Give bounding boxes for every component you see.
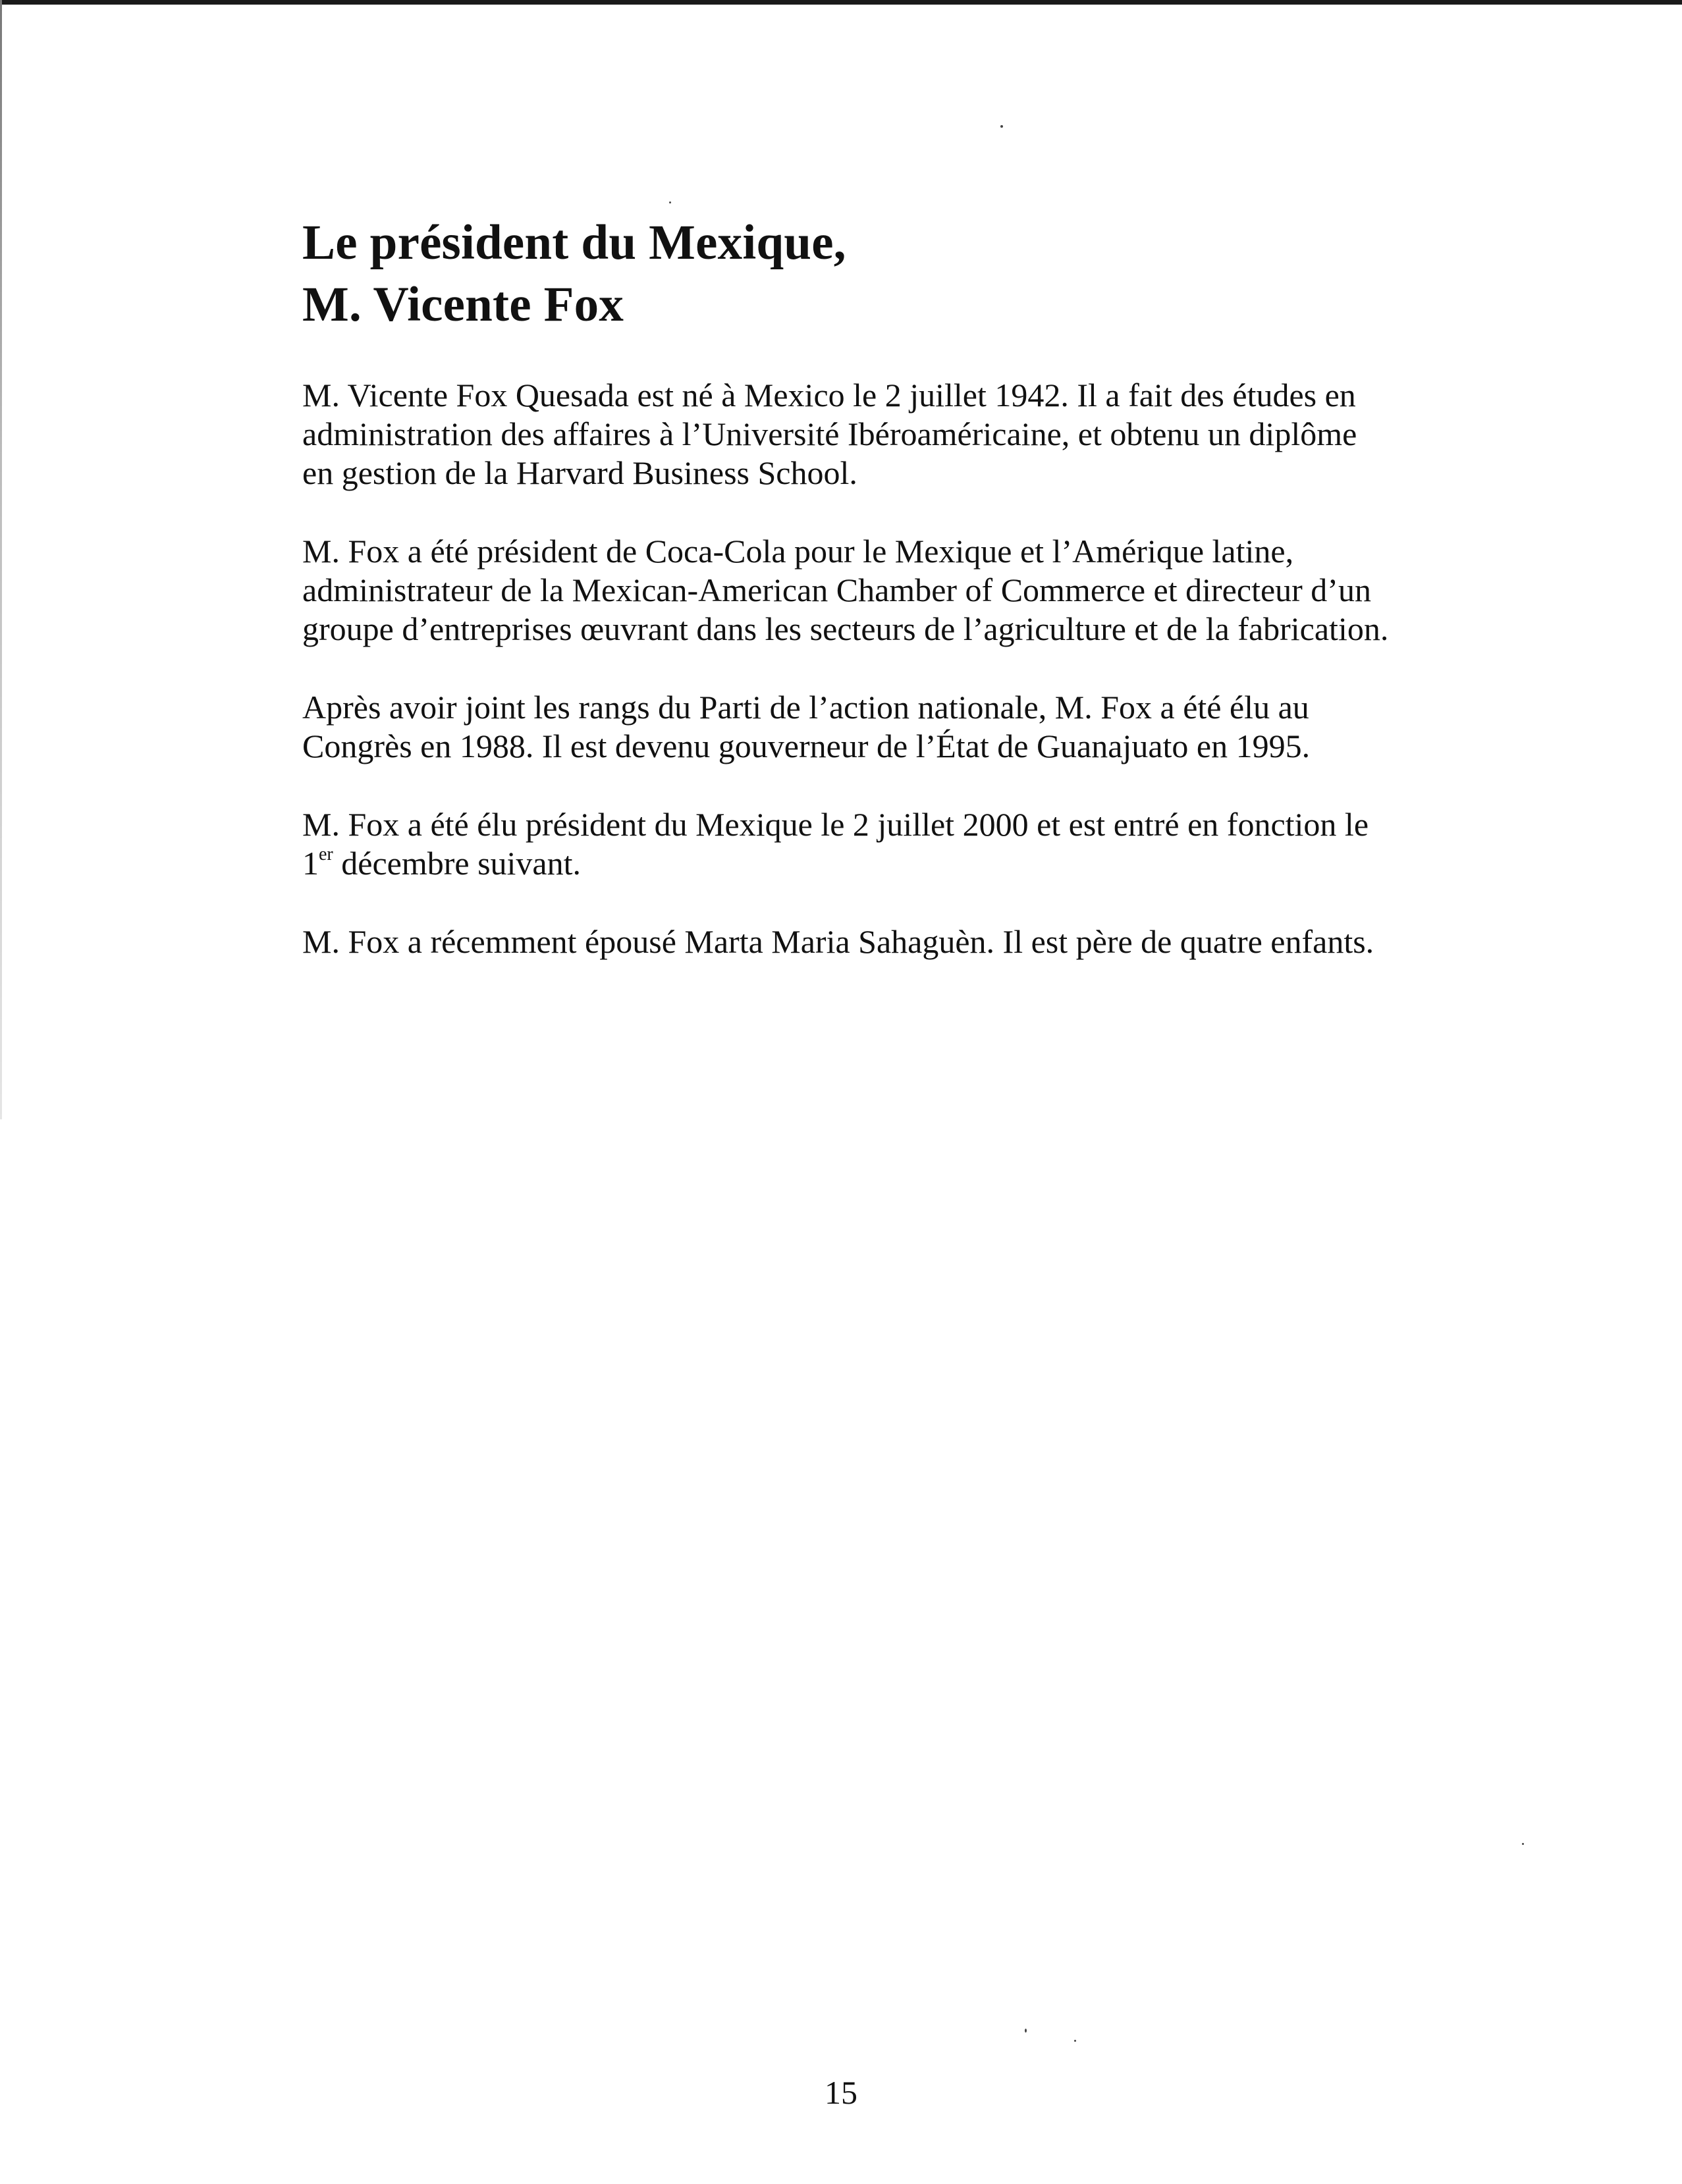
title-line-1: Le président du Mexique, xyxy=(302,215,846,270)
scan-speck xyxy=(1000,125,1003,128)
title-line-2: M. Vicente Fox xyxy=(302,277,624,332)
scan-speck xyxy=(669,201,671,203)
presidency-line-1: M. Fox a été élu président du Mexique le 2 juillet 2000 et est entré en fonction le xyxy=(302,806,1369,843)
page-number: 15 xyxy=(825,2074,857,2111)
paragraph-politics: Après avoir joint les rangs du Parti de l’action nationale, M. Fox a été élu au Congrès en 1988. Il est devenu gouverneur de l’État de Guanajuato en 1995. xyxy=(302,689,1311,764)
paragraph-family: M. Fox a récemment épousé Marta Maria Sahaguèn. Il est père de quatre enfants. xyxy=(302,923,1374,960)
page-title xyxy=(302,212,1435,336)
ordinal-superscript: er xyxy=(319,844,333,865)
scan-speck xyxy=(1025,2029,1027,2033)
scan-speck xyxy=(1522,1843,1524,1845)
scan-left-edge xyxy=(0,0,2,1119)
presidency-line-2: décembre suivant. xyxy=(333,845,582,882)
paragraph-presidency xyxy=(302,805,1435,883)
scan-top-border xyxy=(0,0,1682,5)
paragraph-birth-education: M. Vicente Fox Quesada est né à Mexico le 2 juillet 1942. Il a fait des études en administration des affaires à l’Université Ibéroaméricaine, et obtenu un diplôme en gestion de la Harvard Business School. xyxy=(302,377,1357,491)
scan-speck xyxy=(1074,2040,1076,2042)
document-body xyxy=(302,212,1435,961)
paragraph-career: M. Fox a été président de Coca-Cola pour le Mexique et l’Amérique latine, administrateur de la Mexican-American Chamber of Commerce et directeur d’un groupe d’entreprises œuvrant dans les secteurs de l’agriculture et de la fabrication. xyxy=(302,533,1389,647)
presidency-day-number: 1 xyxy=(302,845,319,882)
